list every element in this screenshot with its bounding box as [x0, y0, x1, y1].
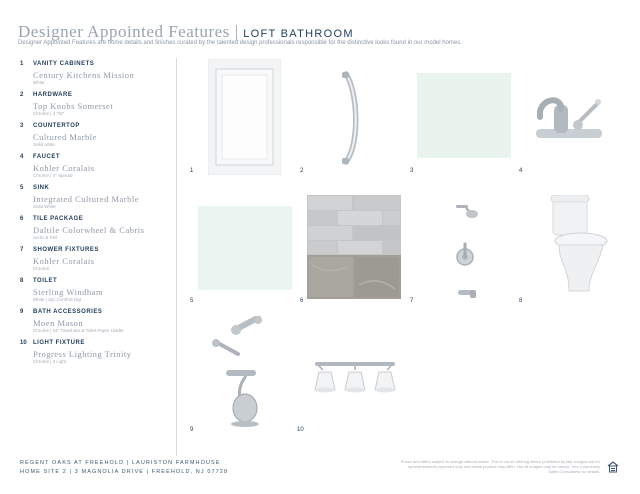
shower-fixtures-image	[452, 202, 484, 300]
feature-product: Century Kitchens Mission	[33, 70, 135, 80]
faucet-image	[528, 93, 608, 143]
column-divider	[176, 58, 177, 456]
gallery-number-2: 2	[300, 168, 304, 174]
feature-product: Integrated Cultured Marble	[33, 194, 139, 204]
feature-detail: Chrome | 3 Light	[33, 359, 67, 364]
gallery-number-6: 6	[300, 298, 304, 304]
feature-category: TOILET	[33, 278, 58, 284]
feature-item-light-fixture	[20, 338, 170, 369]
feature-item-countertop	[20, 121, 170, 152]
feature-product: Progress Lighting Trinity	[33, 349, 132, 359]
intro-text: Designer Appointed Features are home details and finishes curated by the talented design professionals responsible for the distinctive looks found in our model homes.	[18, 40, 462, 46]
page-header	[18, 22, 354, 42]
feature-number: 9	[20, 309, 24, 315]
feature-number: 2	[20, 92, 24, 98]
feature-detail: White | 2pc Comfort Hgt	[33, 297, 81, 302]
feature-category: LIGHT FIXTURE	[33, 340, 85, 346]
bath-accessories-image	[208, 316, 268, 428]
feature-detail: Chrome | 4" Spread	[33, 173, 73, 178]
feature-number: 4	[20, 154, 24, 160]
feature-category: HARDWARE	[33, 92, 73, 98]
feature-detail: Chrome	[33, 266, 50, 271]
disclaimer-text: Prices and offers subject to change without notice. This is not an offering where prohibited by law. Images are for representational purposes only and actual product may differ. Not all images may be shown. See Community Sales Consultants for details.	[400, 459, 600, 474]
feature-number: 5	[20, 185, 24, 191]
feature-product: Top Knobs Somerset	[33, 101, 114, 111]
title-divider: |	[234, 22, 239, 41]
feature-item-faucet	[20, 152, 170, 183]
feature-number: 6	[20, 216, 24, 222]
feature-detail: Chrome | 24" Towel Bar & Toilet Paper Holder	[33, 328, 124, 333]
feature-number: 10	[20, 340, 27, 346]
feature-category: SINK	[33, 185, 50, 191]
toilet-image	[547, 195, 609, 295]
page-title: Designer Appointed Features	[18, 22, 230, 41]
feature-item-bath-accessories	[20, 307, 170, 338]
gallery-number-10: 10	[297, 427, 304, 433]
feature-number: 7	[20, 247, 24, 253]
feature-detail: Chrome | 4 7/8"	[33, 111, 65, 116]
countertop-swatch	[417, 73, 511, 158]
feature-detail: White	[33, 80, 45, 85]
feature-number: 8	[20, 278, 24, 284]
footer-address: HOME SITE 2 | 3 MAGNOLIA DRIVE | FREEHOLD, NJ 07728	[20, 469, 229, 475]
feature-number: 1	[20, 61, 24, 67]
feature-list	[20, 59, 170, 369]
vanity-cabinet-door-image	[208, 59, 281, 175]
tile-package-image	[307, 195, 401, 299]
equal-housing-icon	[607, 460, 619, 472]
feature-category: COUNTERTOP	[33, 123, 80, 129]
feature-product: Sterling Windham	[33, 287, 104, 297]
feature-item-toilet	[20, 276, 170, 307]
feature-detail: Arctic & Fiel	[33, 235, 58, 240]
feature-item-tile-package	[20, 214, 170, 245]
feature-product: Kohler Coralais	[33, 256, 95, 266]
feature-product: Kohler Coralais	[33, 163, 95, 173]
feature-category: VANITY CABINETS	[33, 61, 95, 67]
feature-item-vanity-cabinets	[20, 59, 170, 90]
feature-item-shower-fixtures	[20, 245, 170, 276]
feature-category: BATH ACCESSORIES	[33, 309, 103, 315]
gallery-number-4: 4	[519, 168, 523, 174]
feature-item-hardware	[20, 90, 170, 121]
feature-detail: Solid white	[33, 142, 55, 147]
feature-product: Daltile Colorwheel & Cabris	[33, 225, 145, 235]
light-fixture-image	[311, 360, 399, 394]
room-title: LOFT BATHROOM	[243, 28, 354, 40]
footer-community: REGENT OAKS AT FREEHOLD | LAURISTON FARMHOUSE	[20, 460, 221, 466]
cabinet-pull-image	[336, 70, 370, 166]
feature-category: TILE PACKAGE	[33, 216, 84, 222]
feature-category: FAUCET	[33, 154, 60, 160]
feature-category: SHOWER FIXTURES	[33, 247, 99, 253]
gallery-number-5: 5	[190, 298, 194, 304]
feature-number: 3	[20, 123, 24, 129]
feature-product: Moen Mason	[33, 318, 84, 328]
gallery-number-9: 9	[190, 427, 194, 433]
gallery-number-1: 1	[190, 168, 194, 174]
feature-detail: Solid White	[33, 204, 56, 209]
gallery-number-7: 7	[410, 298, 414, 304]
feature-product: Cultured Marble	[33, 132, 97, 142]
gallery-number-8: 8	[519, 298, 523, 304]
sink-swatch	[198, 206, 292, 290]
gallery-number-3: 3	[410, 168, 414, 174]
feature-item-sink	[20, 183, 170, 214]
